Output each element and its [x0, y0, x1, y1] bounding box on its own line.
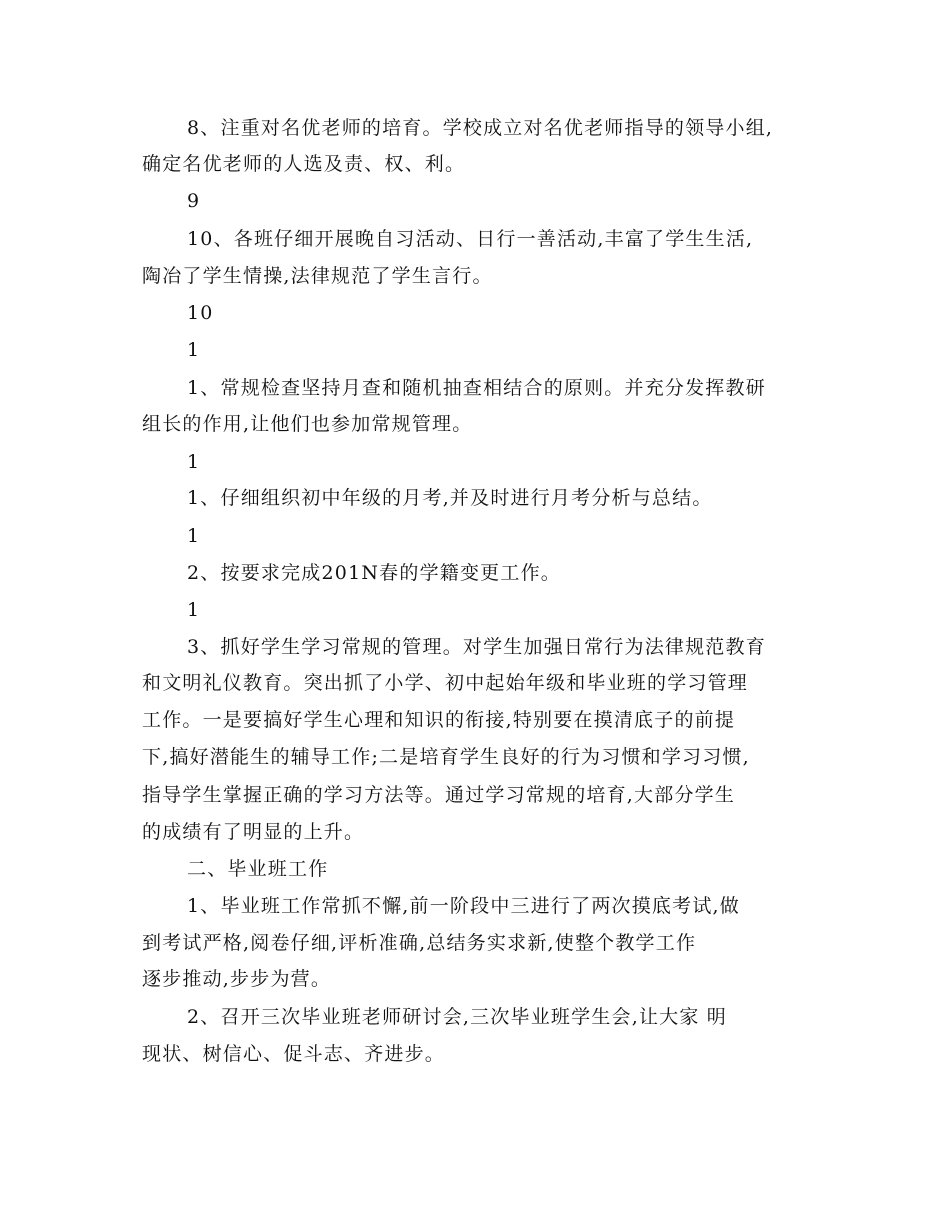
text-line: 确定名优老师的人选及责、权、利。 [142, 153, 466, 175]
text-line: 陶冶了学生情操,法律规范了学生言行。 [142, 265, 493, 287]
text-line: 2、按要求完成201N春的学籍变更工作。 [187, 562, 561, 584]
text-line: 1、毕业班工作常抓不懈,前一阶段中三进行了两次摸底考试,做 [187, 895, 740, 917]
text-line: 2、召开三次毕业班老师研讨会,三次毕业班学生会,让大家 明 [187, 1006, 728, 1028]
text-line: 的成绩有了明显的上升。 [142, 821, 365, 843]
text-line: 1、常规检查坚持月查和随机抽查相结合的原则。并充分发挥教研 [187, 377, 766, 399]
text-line: 1 [187, 525, 201, 547]
text-line: 和文明礼仪教育。突出抓了小学、初中起始年级和毕业班的学习管理 [142, 672, 749, 694]
text-line: 1 [187, 599, 201, 621]
text-line: 逐步推动,步步为营。 [142, 968, 332, 990]
text-line: 9 [187, 190, 201, 212]
text-line: 现状、树信心、促斗志、齐进步。 [142, 1043, 446, 1065]
text-line: 到考试严格,阅卷仔细,评析准确,总结务实求新,使整个教学工作 [142, 932, 697, 954]
text-line: 1 [187, 339, 201, 361]
text-line: 8、注重对名优老师的培育。学校成立对名优老师指导的领导小组, [187, 117, 774, 139]
text-line: 指导学生掌握正确的学习方法等。通过学习常规的培育,大部分学生 [142, 784, 736, 806]
section-heading: 二、毕业班工作 [187, 858, 329, 880]
text-line: 工作。一是要搞好学生心理和知识的衔接,特别要在摸清底子的前提 [142, 709, 736, 731]
text-line: 10、各班仔细开展晚自习活动、日行一善活动,丰富了学生生活, [187, 228, 754, 250]
text-line: 组长的作用,让他们也参加常规管理。 [142, 413, 473, 435]
text-line: 10 [187, 302, 214, 324]
text-line: 1 [187, 451, 201, 473]
text-line: 1、仔细组织初中年级的月考,并及时进行月考分析与总结。 [187, 487, 713, 509]
text-line: 3、抓好学生学习常规的管理。对学生加强日常行为法律规范教育 [187, 636, 766, 658]
text-line: 下,搞好潜能生的辅导工作;二是培育学生良好的行为习惯和学习习惯, [142, 746, 750, 768]
